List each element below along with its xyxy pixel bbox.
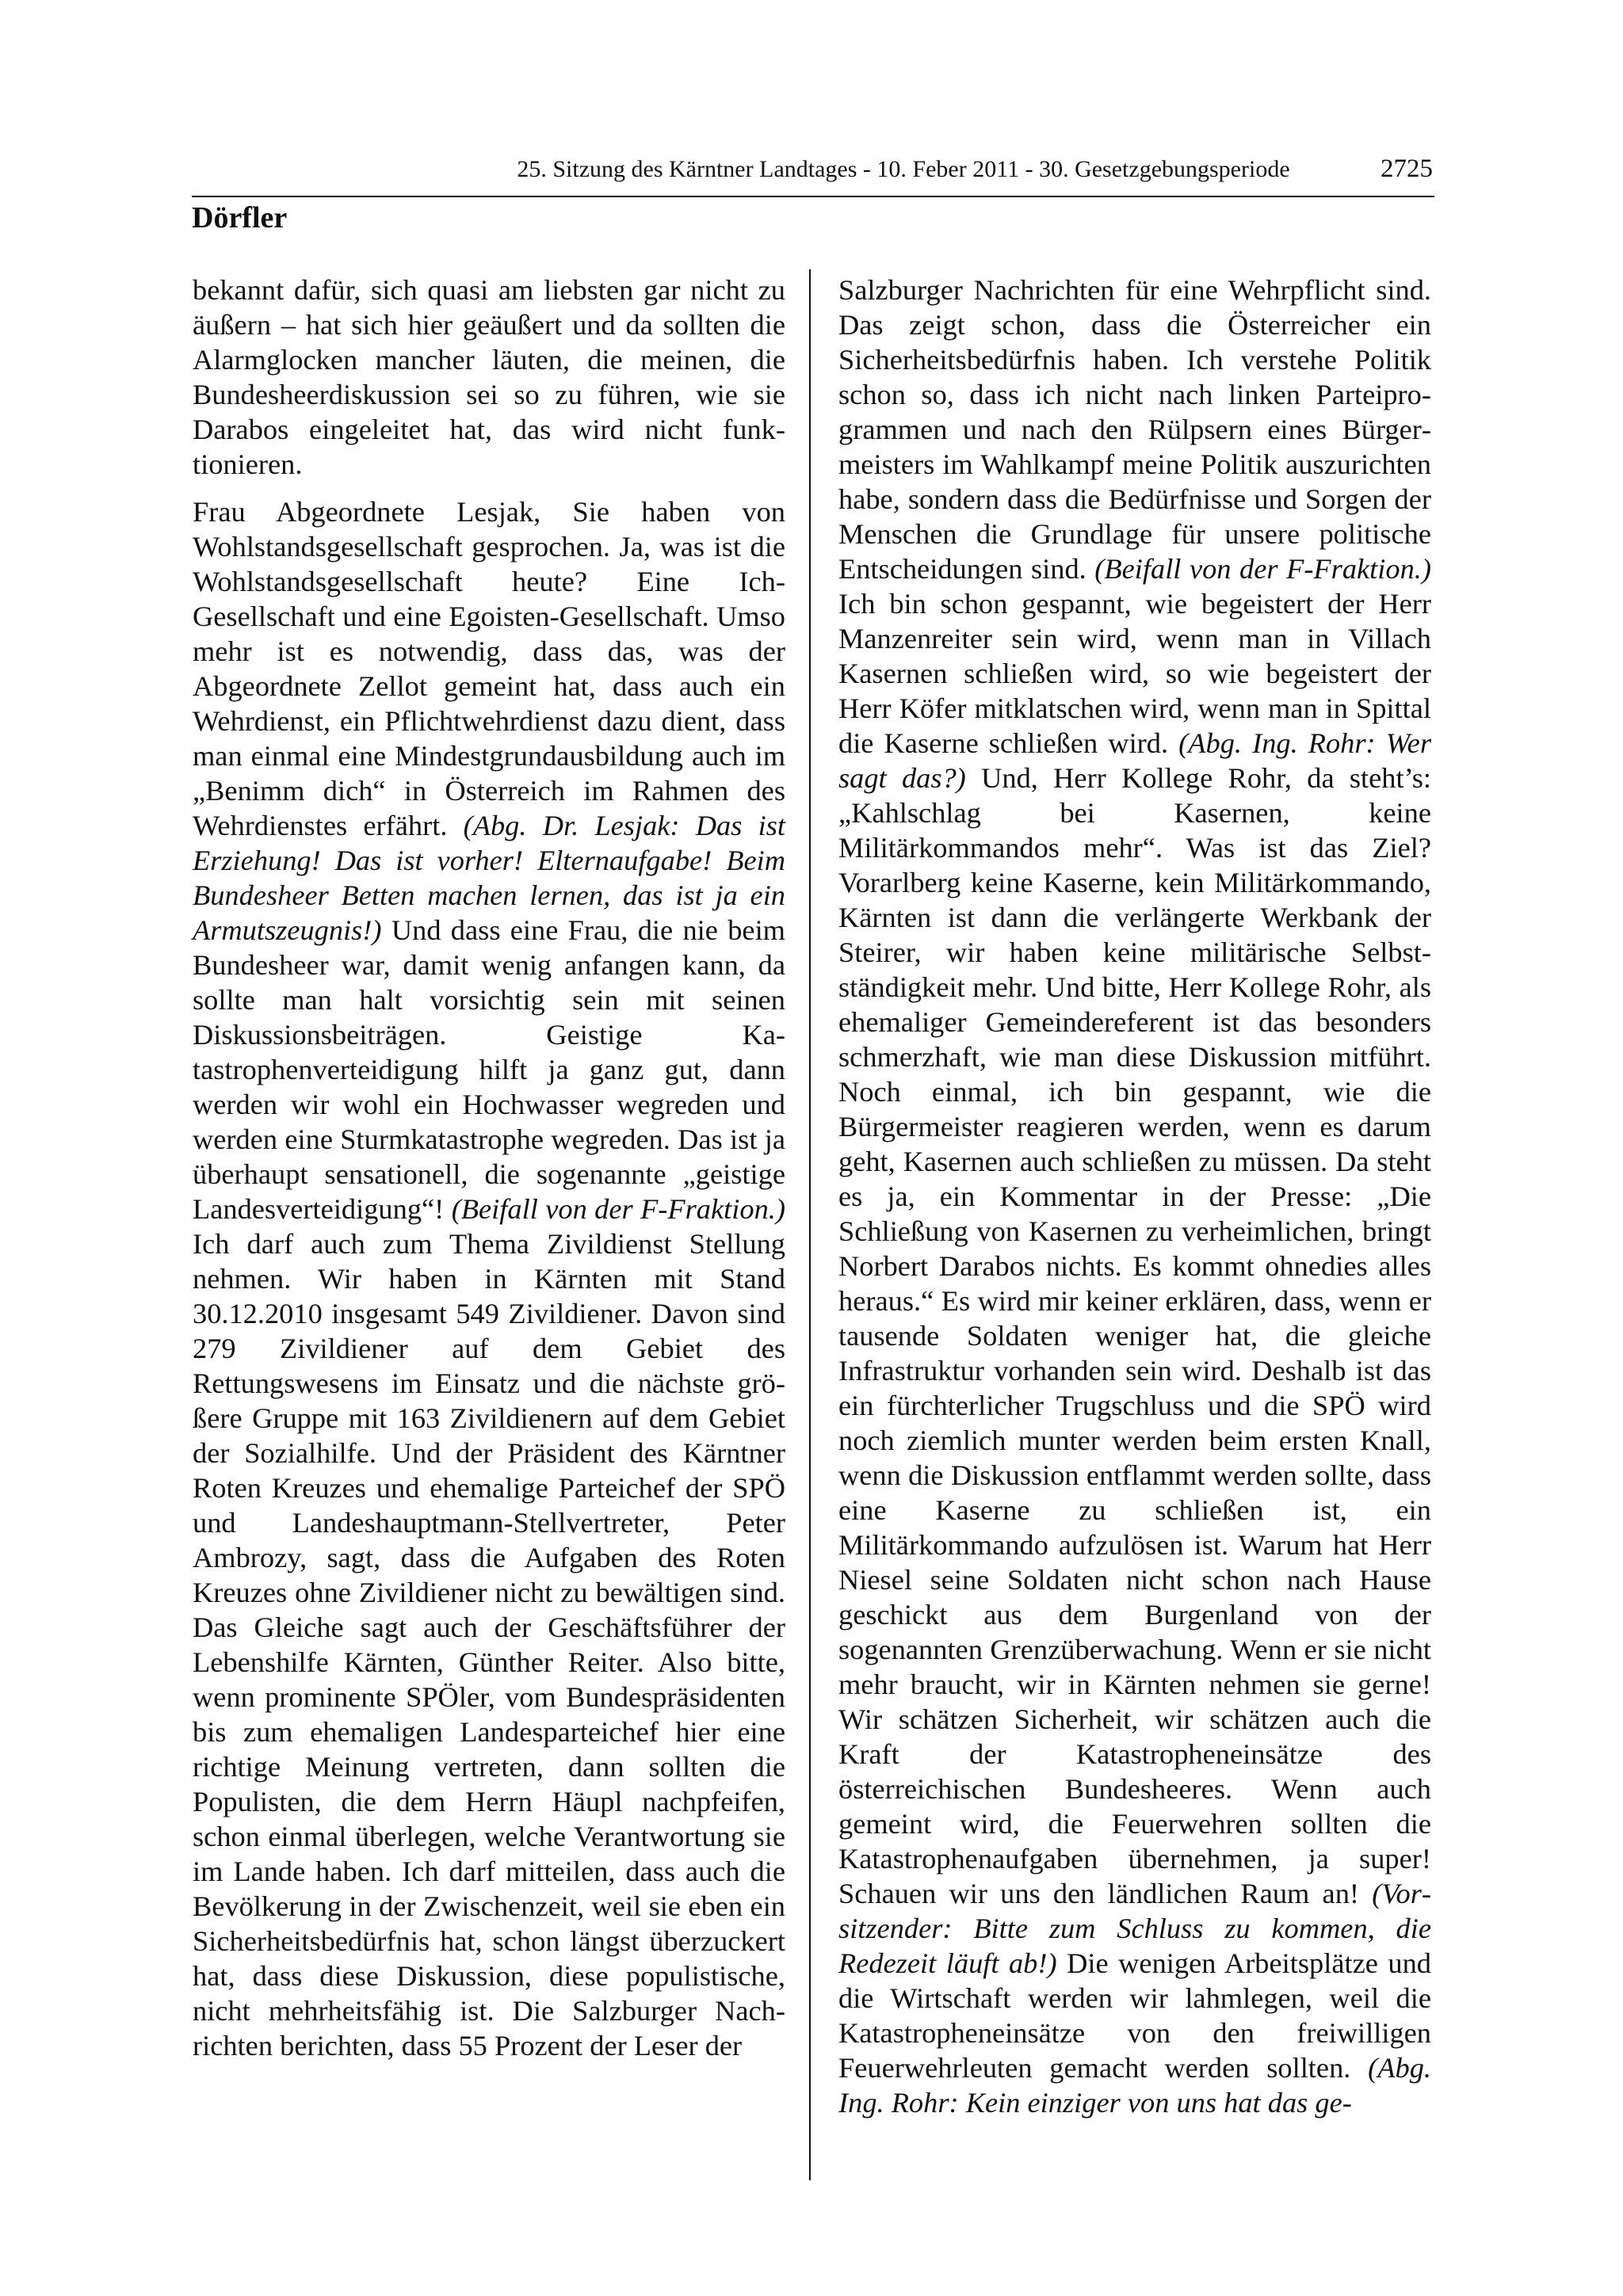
interjection: (Beifall von der F-Fraktion.) (451, 1193, 785, 1225)
session-header: 25. Sitzung des Kärntner Landtages - 10. Feber 2011 - 30. Gesetzgebungsperiode (517, 156, 1290, 182)
text-run: Frau Abgeordnete Lesjak, Sie haben von Wohlstandsgesellschaft gesprochen. Ja, was ist die Wohlstandsgesellschaft heute? Eine Ich-Gesellschaft und eine Egoisten-Gesellschaft. Umso mehr ist es notwendig, dass das, was der Abgeordnete Zellot gemeint hat, dass auch ein Wehrdienst, ein Pflichtwehrdienst dazu dient, dass man einmal eine Mindestgrundausbildung auch im „Benimm dich“ in Österreich im Rahmen des Wehrdienstes erfährt. (193, 496, 785, 841)
interjection: (Beifall von der F-Fraktion.) (1094, 553, 1431, 585)
text-run: Und dass eine Frau, die nie beim Bundesheer war, damit wenig anfangen kann, da sollte man halt vorsichtig sein mit seinen Diskussionsbeiträgen. Geistige Katastrophenverteidigung hilft ja ganz gut, dann werden wir wohl ein Hochwasser wegreden und werden eine Sturmkatastrophe wegreden. Das ist ja überhaupt sensationell, die sogenannte „geistige Landesverteidigung“! (193, 914, 785, 1225)
text-run: Salzburger Nachrichten für eine Wehrpflicht sind. Das zeigt schon, dass die Österreicher ein Sicherheitsbedürfnis haben. Ich verstehe Politik schon so, dass ich nicht nach linken Parteiprogrammen und nach den Rülpsern eines Bürgermeisters im Wahlkampf meine Politik auszurichten habe, sondern dass die Bedürfnisse und Sorgen der Menschen die Grundlage für unsere politische Entscheidungen sind. (838, 274, 1431, 585)
text-run: Die wenigen Arbeitsplätze und die Wirtschaft werden wir lahmlegen, weil die Katastropheneinsätze von den freiwilligen Feuerwehrleuten gemacht werden sollten. (838, 1947, 1431, 2084)
interjection: (Abg. Ing. Rohr: Wer sagt das?) (838, 727, 1431, 794)
interjection: (Abg. Dr. Lesjak: Das ist Erziehung! Das ist vorher! Elternaufgabe! Beim Bundesheer Betten machen lernen, das ist ja ein Armutszeugnis!) (193, 810, 785, 946)
right-column (838, 273, 1431, 2120)
header-rule (192, 196, 1434, 197)
text-run: Und, Herr Kollege Rohr, da steht’s: „Kahlschlag bei Kasernen, keine Militärkommandos mehr“. Was ist das Ziel? Vorarlberg keine Kaserne, kein Militärkommando, Kärnten ist dann die verlängerte Werkbank der Steirer, wir haben keine militärische Selbstständigkeit mehr. Und bitte, Herr Kollege Rohr, als ehemaliger Gemeindereferent ist das besonders schmerzhaft, wie man diese Diskussion mitführt. Noch einmal, ich bin gespannt, wie die Bürgermeister reagieren werden, wenn es darum geht, Kasernen auch schließen zu müssen. Da steht es ja, ein Kommentar in der Presse: „Die Schließung von Kasernen zu verheimlichen, bringt Norbert Darabos nichts. Es kommt ohnedies alles heraus.“ Es wird mir keiner erklären, dass, wenn er tausende Soldaten weniger hat, die gleiche Infrastruktur vorhanden sein wird. Deshalb ist das ein fürchterlicher Trugschluss und die SPÖ wird noch ziemlich munter werden beim ersten Knall, wenn die Diskussion entflammt werden sollte, dass eine Kaserne zu schließen ist, ein Militärkommando aufzulösen ist. Warum hat Herr Niesel seine Soldaten nicht schon nach Hause geschickt aus dem Burgenland von der sogenannten Grenzüberwachung. Wenn er sie nicht mehr braucht, wir in Kärnten nehmen sie gerne! Wir schätzen Sicherheit, wir schätzen auch die Kraft der Katastropheneinsätze des österreichischen Bundesheeres. Wenn auch gemeint wird, die Feuerwehren sollten die Katastrophenaufgaben übernehmen, ja super! Schauen wir uns den ländlichen Raum an! (838, 762, 1431, 1909)
interjection: (Abg. Ing. Rohr: Kein einziger von uns hat das ge- (838, 2052, 1431, 2119)
left-column (193, 273, 785, 2063)
text-run: Ich bin schon gespannt, wie begeistert der Herr Manzenreiter sein wird, wenn man in Villach Kasernen schließen wird, so wie begeistert der Herr Köfer mitklatschen wird, wenn man in Spittal die Kaserne schließen wird. (838, 588, 1431, 759)
paragraph (193, 273, 785, 482)
column-divider (809, 269, 811, 2180)
paragraph (838, 273, 1431, 2120)
text-run: bekannt dafür, sich quasi am liebsten gar nicht zu äußern – hat sich hier geäußert und da sollten die Alarmglocken mancher läuten, die meinen, die Bundesheerdiskussion sei so zu führen, wie sie Darabos eingeleitet hat, das wird nicht funktionieren. (193, 274, 785, 480)
page-number: 2725 (1381, 154, 1433, 183)
text-run: Ich darf auch zum Thema Zivildienst Stellung nehmen. Wir haben in Kärnten mit Stand 30.12.2010 insgesamt 549 Zivildiener. Davon sind 279 Zivildiener auf dem Gebiet des Rettungswesens im Einsatz und die nächste größere Gruppe mit 163 Zivildienern auf dem Gebiet der Sozialhilfe. Und der Präsident des Kärntner Roten Kreuzes und ehemalige Parteichef der SPÖ und Landeshauptmann-Stellvertreter, Peter Ambrozy, sagt, dass die Aufgaben des Roten Kreuzes ohne Zivildiener nicht zu bewältigen sind. Das Gleiche sagt auch der Geschäftsführer der Lebenshilfe Kärnten, Günther Reiter. Also bitte, wenn prominente SPÖler, vom Bundespräsidenten bis zum ehemaligen Landesparteichef hier eine richtige Meinung vertreten, dann sollten die Populisten, die dem Herrn Häupl nachpfeifen, schon einmal überlegen, welche Verantwortung sie im Lande haben. Ich darf mitteilen, dass auch die Bevölkerung in der Zwischenzeit, weil sie eben ein Sicherheitsbedürfnis hat, schon längst überzuckert hat, dass diese Diskussion, diese populistische, nicht mehrheitsfähig ist. Die Salzburger Nachrichten berichten, dass 55 Prozent der Leser der (193, 1228, 785, 2061)
interjection: (Vorsitzender: Bitte zum Schluss zu kommen, die Redezeit läuft ab!) (838, 1878, 1431, 1979)
paragraph (193, 494, 785, 2063)
speaker-name: Dörfler (192, 201, 288, 235)
